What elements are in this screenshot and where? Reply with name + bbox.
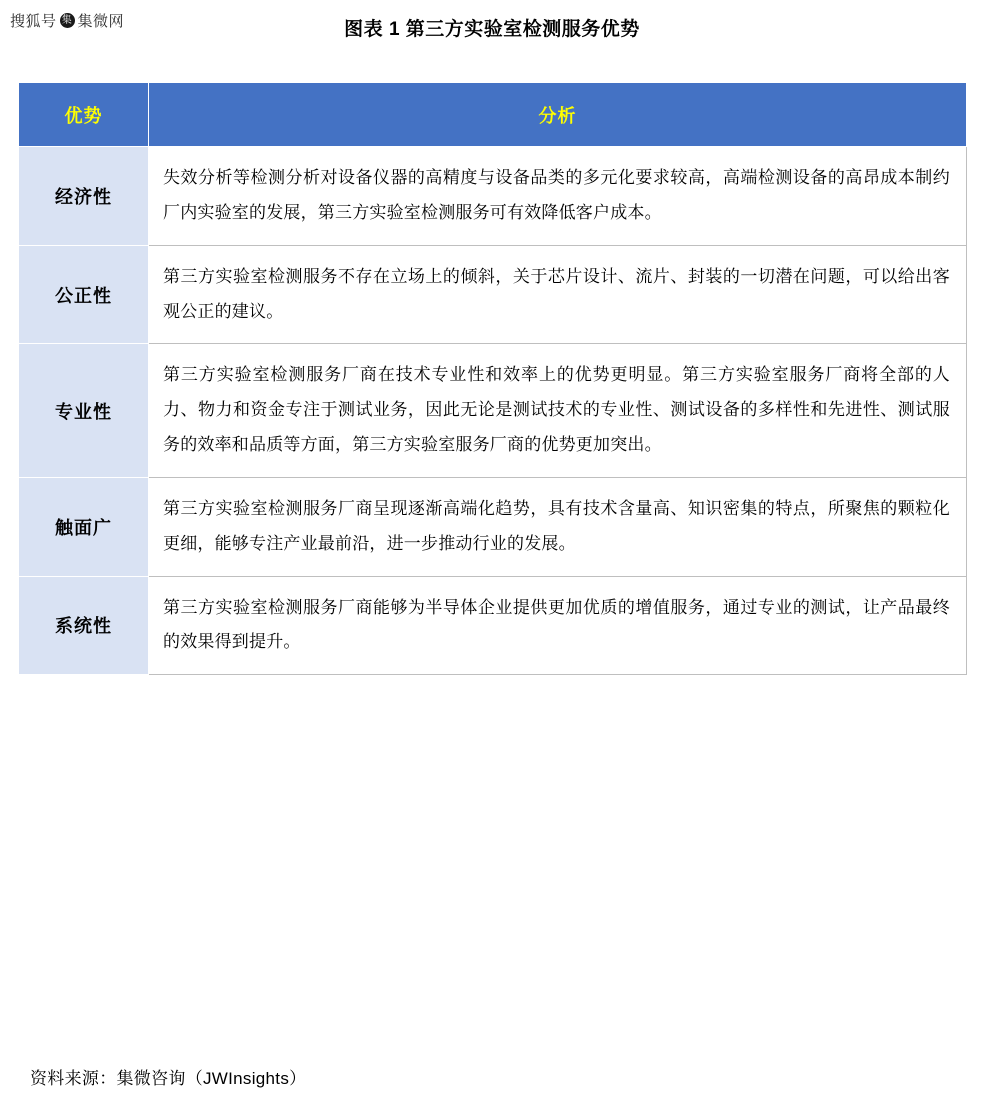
table-header	[19, 83, 967, 147]
table-row	[19, 344, 967, 478]
watermark-logo-icon: 集	[60, 13, 75, 28]
cell-analysis: 第三方实验室检测服务厂商呈现逐渐高端化趋势，具有技术含量高、知识密集的特点，所聚焦的颗粒化更细，能够专注产业最前沿，进一步推动行业的发展。	[149, 477, 967, 576]
cell-advantage: 专业性	[19, 344, 149, 478]
table-body	[19, 147, 967, 675]
cell-analysis: 失效分析等检测分析对设备仪器的高精度与设备品类的多元化要求较高，高端检测设备的高昂成本制约厂内实验室的发展，第三方实验室检测服务可有效降低客户成本。	[149, 147, 967, 246]
cell-advantage: 公正性	[19, 245, 149, 344]
table-row	[19, 147, 967, 246]
table-row	[19, 576, 967, 675]
column-header-analysis: 分析	[149, 83, 967, 147]
cell-analysis: 第三方实验室检测服务厂商能够为半导体企业提供更加优质的增值服务，通过专业的测试，让产品最终的效果得到提升。	[149, 576, 967, 675]
table-header-row	[19, 83, 967, 147]
cell-advantage: 系统性	[19, 576, 149, 675]
advantages-table-container	[18, 82, 966, 675]
cell-advantage: 触面广	[19, 477, 149, 576]
cell-advantage: 经济性	[19, 147, 149, 246]
watermark-prefix: 搜狐号	[10, 13, 57, 30]
source-note: 资料来源：集微咨询（JWInsights）	[30, 1069, 307, 1088]
cell-analysis: 第三方实验室检测服务厂商在技术专业性和效率上的优势更明显。第三方实验室服务厂商将全部的人力、物力和资金专注于测试业务，因此无论是测试技术的专业性、测试设备的多样性和先进性、测试服务的效率和品质等方面，第三方实验室服务厂商的优势更加突出。	[149, 344, 967, 478]
table-row	[19, 245, 967, 344]
watermark-suffix: 集微网	[77, 13, 125, 30]
column-header-advantage: 优势	[19, 83, 149, 147]
page-title: 图表 1 第三方实验室检测服务优势	[344, 19, 640, 40]
advantages-table	[18, 82, 967, 675]
table-row	[19, 477, 967, 576]
cell-analysis: 第三方实验室检测服务不存在立场上的倾斜，关于芯片设计、流片、封装的一切潜在问题，可以给出客观公正的建议。	[149, 245, 967, 344]
